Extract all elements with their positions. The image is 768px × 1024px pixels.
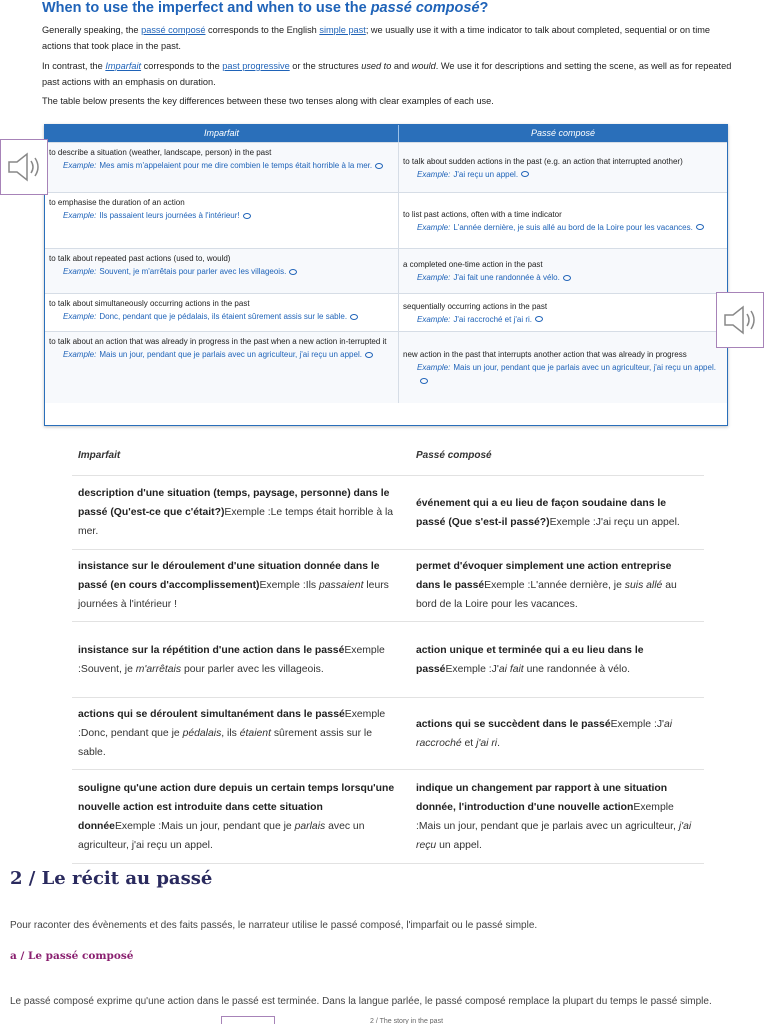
- example-text: L'année dernière, je suis allé au bord de la Loire pour les vacances.: [453, 222, 693, 232]
- example-text: J'ai reçu un appel.: [453, 169, 519, 179]
- example-sentence: [49, 310, 392, 323]
- audio-speaker-button-3[interactable]: [221, 1016, 275, 1024]
- usage-description: to talk about sudden actions in the past (e.g. an action that interrupted another): [403, 156, 683, 166]
- usage-description: to describe a situation (weather, landscape, person) in the past: [49, 148, 272, 157]
- example-label: Example:: [63, 312, 97, 321]
- comment-icon[interactable]: [696, 224, 704, 230]
- cell-passe-compose: événement qui a eu lieu de façon soudaine dans le passé (Que s'est-il passé?)Exemple :J'ai reçu un appel.: [416, 497, 680, 528]
- comment-icon[interactable]: [375, 163, 383, 169]
- comment-icon[interactable]: [420, 378, 428, 384]
- example-sentence: [403, 168, 721, 181]
- comment-icon[interactable]: [535, 316, 543, 322]
- cell-passe-compose: [399, 193, 727, 248]
- link-simple-past[interactable]: simple past: [319, 25, 366, 35]
- example-text: Ils passaient leurs journées à l'intérieur!: [99, 211, 240, 220]
- intro-paragraph-1: Generally speaking, the passé composé corresponds to the English simple past; we usually use it with a time indicator to talk about completed, sequential or on time actions that took place in the past.: [42, 25, 711, 51]
- cell-imparfait: [45, 143, 399, 192]
- example-label: Example:: [417, 363, 451, 372]
- usage-description: to talk about an action that was already in progress in the past when a new action in-terrupted it: [49, 337, 387, 346]
- section-intro: Pour raconter des évènements et des faits passés, le narrateur utilise le passé composé, l'imparfait ou le passé simple.: [10, 920, 538, 931]
- cell-passe-compose: [399, 249, 727, 293]
- example-label: Example:: [63, 211, 97, 220]
- link-past-progressive[interactable]: past progressive: [222, 61, 290, 71]
- example-sentence: [49, 265, 392, 278]
- usage-description: sequentially occurring actions in the past: [403, 301, 548, 311]
- speaker-icon: [721, 303, 761, 337]
- table-row: [45, 293, 727, 331]
- example-sentence: [49, 209, 392, 222]
- usage-description: to talk about repeated past actions (used to, would): [49, 254, 231, 263]
- cell-passe-compose: actions qui se succèdent dans le passéExemple :J'ai raccroché et j'ai ri.: [416, 718, 673, 749]
- cell-imparfait: description d'une situation (temps, paysage, personne) dans le passé (Qu'est-ce que c'était?)Exemple :Le temps était horrible à la mer.: [78, 488, 394, 537]
- header-passe-compose: Passé composé: [416, 450, 492, 461]
- example-sentence: [49, 159, 392, 172]
- comment-icon[interactable]: [289, 269, 297, 275]
- cell-imparfait: insistance sur le déroulement d'une situation donnée dans le passé (en cours d'accomplissement)Exemple :Ils passaient leurs journées à l'intérieur !: [78, 561, 389, 610]
- cut-off-caption: 2 / The story in the past: [370, 1018, 444, 1024]
- example-label: Example:: [417, 314, 451, 324]
- cell-imparfait: actions qui se déroulent simultanément dans le passéExemple :Donc, pendant que je pédalais, ils étaient sûrement assis sur le sable.: [78, 709, 386, 758]
- section-title: 2 / Le récit au passé: [10, 868, 213, 889]
- example-text: Mais un jour, pendant que je parlais avec un agriculteur, j'ai reçu un appel.: [99, 350, 362, 359]
- cell-imparfait: [45, 332, 399, 403]
- table-row: [72, 698, 704, 770]
- example-text: J'ai fait une randonnée à vélo.: [453, 273, 560, 282]
- example-label: Example:: [63, 350, 97, 359]
- audio-speaker-button-1[interactable]: [0, 139, 48, 195]
- comparison-table-french: [72, 436, 704, 864]
- example-label: Example:: [63, 267, 97, 276]
- example-text: Mais un jour, pendant que je parlais avec un agriculteur, j'ai reçu un appel.: [453, 363, 716, 372]
- example-text: Mes amis m'appelaient pour me dire combien le temps était horrible à la mer.: [99, 161, 373, 170]
- english-section: [0, 0, 768, 430]
- table-row: [45, 142, 727, 192]
- cell-imparfait: souligne qu'une action dure depuis un certain temps lorsqu'une nouvelle action est introduite dans cette situation donnéeExemple :Mais un jour, pendant que je parlais avec un agriculteur, j'ai reçu un appel.: [78, 782, 395, 851]
- example-sentence: [403, 221, 721, 234]
- subsection-body: Le passé composé exprime qu'une action dans le passé est terminée. Dans la langue parlée, le passé composé remplace la plupart du temps le passé simple.: [10, 996, 712, 1007]
- cell-passe-compose: permet d'évoquer simplement une action entreprise dans le passéExemple :L'année dernière, je suis allé au bord de la Loire pour les vacances.: [416, 561, 677, 610]
- comment-icon[interactable]: [365, 352, 373, 358]
- example-sentence: [403, 271, 721, 284]
- intro-paragraph-3: The table below presents the key differences between these two tenses along with clear examples of each use.: [42, 96, 494, 106]
- cell-imparfait: [45, 294, 399, 331]
- example-text: Souvent, je m'arrêtais pour parler avec les villageois.: [99, 267, 287, 276]
- cell-passe-compose: [399, 294, 727, 331]
- link-imparfait[interactable]: Imparfait: [105, 61, 142, 71]
- table-row: [72, 476, 704, 550]
- example-label: Example:: [417, 273, 451, 282]
- cell-passe-compose: indique un changement par rapport à une situation donnée, l'introduction d'une nouvelle actionExemple :Mais un jour, pendant que je parlais avec un agriculteur, j'ai reçu un appel.: [416, 782, 692, 851]
- usage-description: to talk about simultaneously occurring actions in the past: [49, 299, 250, 308]
- table-row: [45, 331, 727, 403]
- example-sentence: [49, 348, 392, 361]
- usage-description: a completed one-time action in the past: [403, 260, 543, 269]
- cell-passe-compose: [399, 332, 727, 403]
- page-heading: When to use the imperfect and when to use the passé composé?: [42, 0, 489, 16]
- cell-imparfait: [45, 193, 399, 248]
- cell-passe-compose: [399, 143, 727, 192]
- example-sentence: [403, 361, 721, 387]
- comment-icon[interactable]: [350, 314, 358, 320]
- subsection-title: a / Le passé composé: [10, 950, 134, 962]
- table-row: [45, 248, 727, 293]
- header-imparfait: Imparfait: [78, 450, 121, 461]
- cell-imparfait: [45, 249, 399, 293]
- example-label: Example:: [63, 161, 97, 170]
- example-sentence: [403, 313, 721, 326]
- table-row: [72, 622, 704, 698]
- table-header: [45, 125, 727, 142]
- comment-icon[interactable]: [243, 213, 251, 219]
- intro-paragraph-2: In contrast, the Imparfait corresponds to the past progressive or the structures used to and would. We use it for descriptions and setting the scene, as well as for repeated past actions with an emphasis on duration.: [42, 61, 732, 87]
- example-label: Example:: [417, 222, 451, 232]
- example-label: Example:: [417, 169, 451, 179]
- table-row: [45, 192, 727, 248]
- cell-imparfait: insistance sur la répétition d'une action dans le passéExemple :Souvent, je m'arrêtais pour parler avec les villageois.: [78, 644, 385, 675]
- usage-description: to emphasise the duration of an action: [49, 198, 185, 207]
- usage-description: new action in the past that interrupts another action that was already in progress: [403, 350, 687, 359]
- comment-icon[interactable]: [563, 275, 571, 281]
- comment-icon[interactable]: [521, 171, 529, 177]
- table-row: [72, 770, 704, 864]
- example-text: Donc, pendant que je pédalais, ils étaient sûrement assis sur le sable.: [99, 312, 348, 321]
- example-text: J'ai raccroché et j'ai ri.: [453, 314, 532, 324]
- speaker-icon: [5, 150, 45, 184]
- table-row: [72, 550, 704, 622]
- audio-speaker-button-2[interactable]: [716, 292, 764, 348]
- comparison-table-english: [44, 124, 728, 426]
- table-header: [72, 436, 704, 476]
- link-passe-compose[interactable]: passé composé: [141, 25, 206, 35]
- usage-description: to list past actions, often with a time indicator: [403, 209, 562, 219]
- header-imparfait: Imparfait: [45, 125, 399, 142]
- header-passe-compose: Passé composé: [530, 128, 596, 138]
- cell-passe-compose: action unique et terminée qui a eu lieu dans le passéExemple :J'ai fait une randonnée à vélo.: [416, 644, 644, 675]
